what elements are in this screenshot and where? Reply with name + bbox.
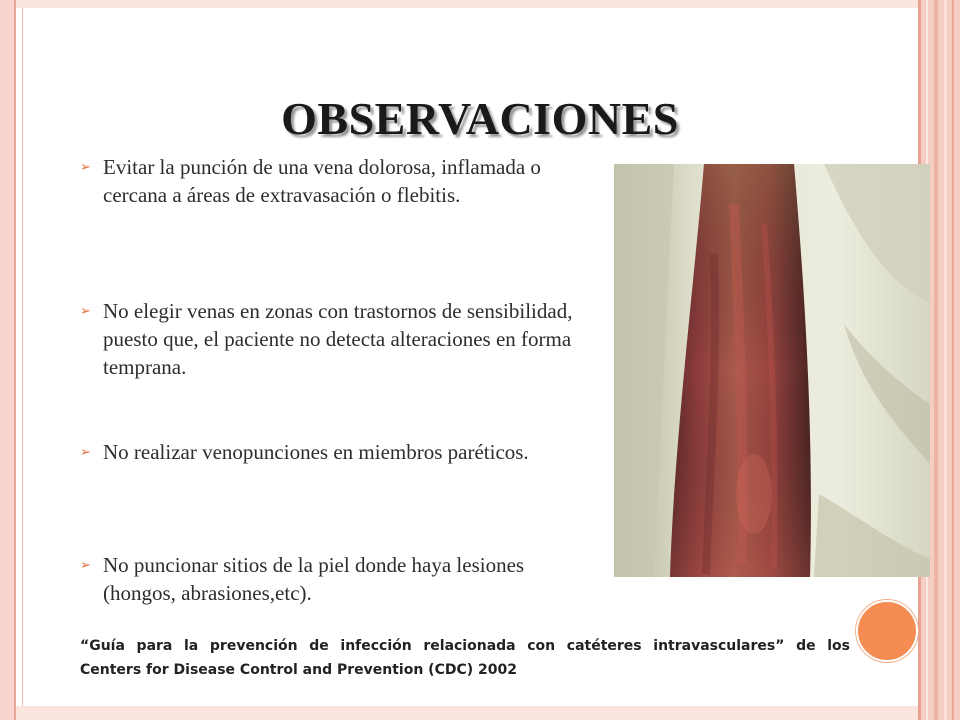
bullet-item bbox=[78, 438, 598, 551]
citation-line-2: Centers for Disease Control and Prevention (CDC) 2002 bbox=[80, 662, 517, 678]
frame-left-border bbox=[0, 0, 14, 720]
frame-bottom-border bbox=[16, 706, 918, 720]
bullet-text: No elegir venas en zonas con trastornos de sensibilidad, puesto que, el paciente no detecta alteraciones en forma temprana. bbox=[103, 299, 573, 379]
bullet-item bbox=[78, 551, 598, 607]
bullet-text: No realizar venopunciones en miembros paréticos. bbox=[103, 440, 529, 464]
slide-title: OBSERVACIONES bbox=[281, 93, 679, 144]
arm-photo bbox=[614, 164, 930, 577]
orange-circle-decoration bbox=[856, 600, 918, 662]
arrow-bullet-icon: ➢ bbox=[80, 304, 91, 319]
bullet-text: No puncionar sitios de la piel donde haya lesiones (hongos, abrasiones,etc). bbox=[103, 553, 525, 605]
bullet-item bbox=[78, 153, 598, 297]
frame-left-line bbox=[14, 0, 16, 720]
arrow-bullet-icon: ➢ bbox=[80, 445, 91, 460]
citation-line-1: “Guía para la prevención de infección relacionada con catéteres intravasculares” de los bbox=[80, 638, 850, 654]
bullet-list bbox=[78, 153, 598, 607]
frame-inner-line bbox=[22, 8, 23, 706]
frame-top-border bbox=[16, 0, 920, 8]
bullet-item bbox=[78, 297, 598, 438]
bullet-text: Evitar la punción de una vena dolorosa, inflamada o cercana a áreas de extravasación o flebitis. bbox=[103, 155, 541, 207]
arrow-bullet-icon: ➢ bbox=[80, 558, 91, 573]
citation bbox=[80, 634, 850, 682]
arrow-bullet-icon: ➢ bbox=[80, 160, 91, 175]
